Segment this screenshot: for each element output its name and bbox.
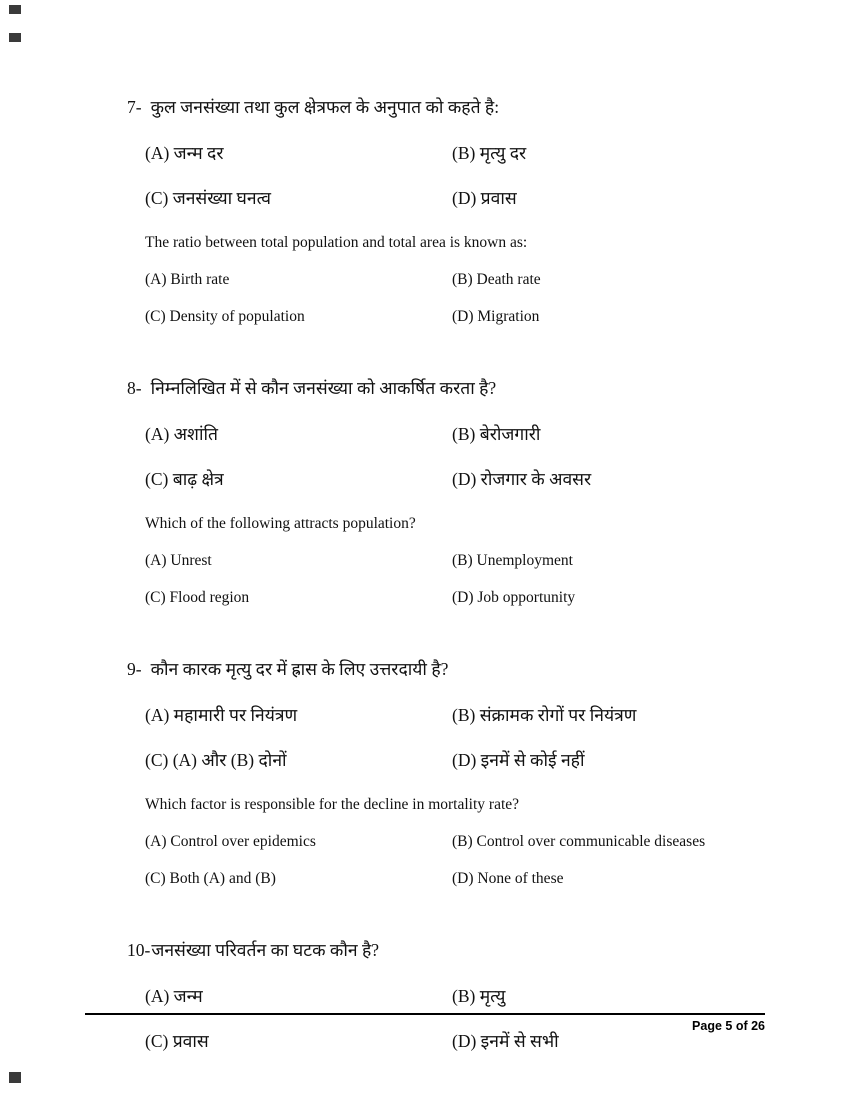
question-8-options-english [145, 551, 772, 608]
question-10-option-a-hindi: (A) जन्म [145, 986, 203, 1006]
question-7-number: 7- [127, 97, 142, 117]
question-7-option-d-hindi: (D) प्रवास [452, 188, 517, 208]
question-10-option-b-hindi: (B) मृत्यु [452, 986, 506, 1006]
question-9-option-c-hindi: (C) (A) और (B) दोनों [145, 750, 287, 770]
question-10-option-c-hindi: (C) प्रवास [145, 1031, 209, 1051]
question-9 [127, 658, 772, 889]
question-10-text-hindi: जनसंख्या परिवर्तन का घटक कौन है? [151, 940, 380, 960]
question-10-heading [127, 939, 772, 961]
page-footer [85, 1013, 765, 1033]
question-7-option-b-hindi: (B) मृत्यु दर [452, 143, 527, 163]
question-8-option-b-hindi: (B) बेरोजगारी [452, 424, 541, 444]
question-10-option-d-hindi: (D) इनमें से सभी [452, 1031, 559, 1051]
question-7-options-english [145, 270, 772, 327]
question-9-text-english: Which factor is responsible for the decline in mortality rate? [145, 796, 520, 813]
question-9-options-english [145, 832, 772, 889]
question-8-option-a-hindi: (A) अशांति [145, 424, 218, 444]
question-8-text-hindi: निम्नलिखित में से कौन जनसंख्या को आकर्षित करता है? [150, 378, 497, 398]
question-7-option-d-english: (D) Migration [452, 308, 540, 325]
questions-area [127, 96, 772, 1100]
question-9-option-b-hindi: (B) संक्रामक रोगों पर नियंत्रण [452, 705, 637, 725]
question-9-option-d-hindi: (D) इनमें से कोई नहीं [452, 750, 585, 770]
question-9-heading [127, 658, 772, 680]
question-8-text-english: Which of the following attracts population? [145, 515, 416, 532]
question-7-text-english: The ratio between total population and total area is known as: [145, 234, 528, 251]
question-7-option-a-english: (A) Birth rate [145, 271, 230, 288]
question-9-option-d-english: (D) None of these [452, 870, 564, 887]
question-8-option-c-hindi: (C) बाढ़ क्षेत्र [145, 469, 224, 489]
question-9-text-hindi: कौन कारक मृत्यु दर में ह्रास के लिए उत्तरदायी है? [150, 659, 449, 679]
question-7 [127, 96, 772, 327]
question-9-option-c-english: (C) Both (A) and (B) [145, 870, 276, 887]
question-9-option-a-english: (A) Control over epidemics [145, 833, 316, 850]
question-7-option-a-hindi: (A) जन्म दर [145, 143, 224, 163]
question-7-options-hindi [145, 142, 772, 209]
question-8-options-hindi [145, 423, 772, 490]
question-8-option-d-english: (D) Job opportunity [452, 589, 576, 606]
question-8-option-c-english: (C) Flood region [145, 589, 250, 606]
scan-artifact-bottom [9, 1072, 21, 1083]
scan-artifact-top-1 [9, 5, 21, 14]
question-9-number: 9- [127, 659, 142, 679]
question-10 [127, 939, 772, 1052]
question-10-number: 10- [127, 940, 151, 960]
question-9-option-a-hindi: (A) महामारी पर नियंत्रण [145, 705, 298, 725]
footer-rule [85, 1013, 765, 1015]
question-7-option-b-english: (B) Death rate [452, 271, 541, 288]
question-8-number: 8- [127, 378, 142, 398]
question-9-option-b-english: (B) Control over communicable diseases [452, 833, 706, 850]
question-8 [127, 377, 772, 608]
question-7-heading [127, 96, 772, 118]
question-8-option-d-hindi: (D) रोजगार के अवसर [452, 469, 592, 489]
question-7-text-hindi: कुल जनसंख्या तथा कुल क्षेत्रफल के अनुपात को कहते है: [150, 97, 500, 117]
page-number: Page 5 of 26 [692, 1019, 765, 1033]
question-7-option-c-english: (C) Density of population [145, 308, 305, 325]
question-8-option-a-english: (A) Unrest [145, 552, 212, 569]
question-8-option-b-english: (B) Unemployment [452, 552, 573, 569]
question-8-heading [127, 377, 772, 399]
scan-artifact-top-2 [9, 33, 21, 42]
question-7-option-c-hindi: (C) जनसंख्या घनत्व [145, 188, 271, 208]
question-9-options-hindi [145, 704, 772, 771]
